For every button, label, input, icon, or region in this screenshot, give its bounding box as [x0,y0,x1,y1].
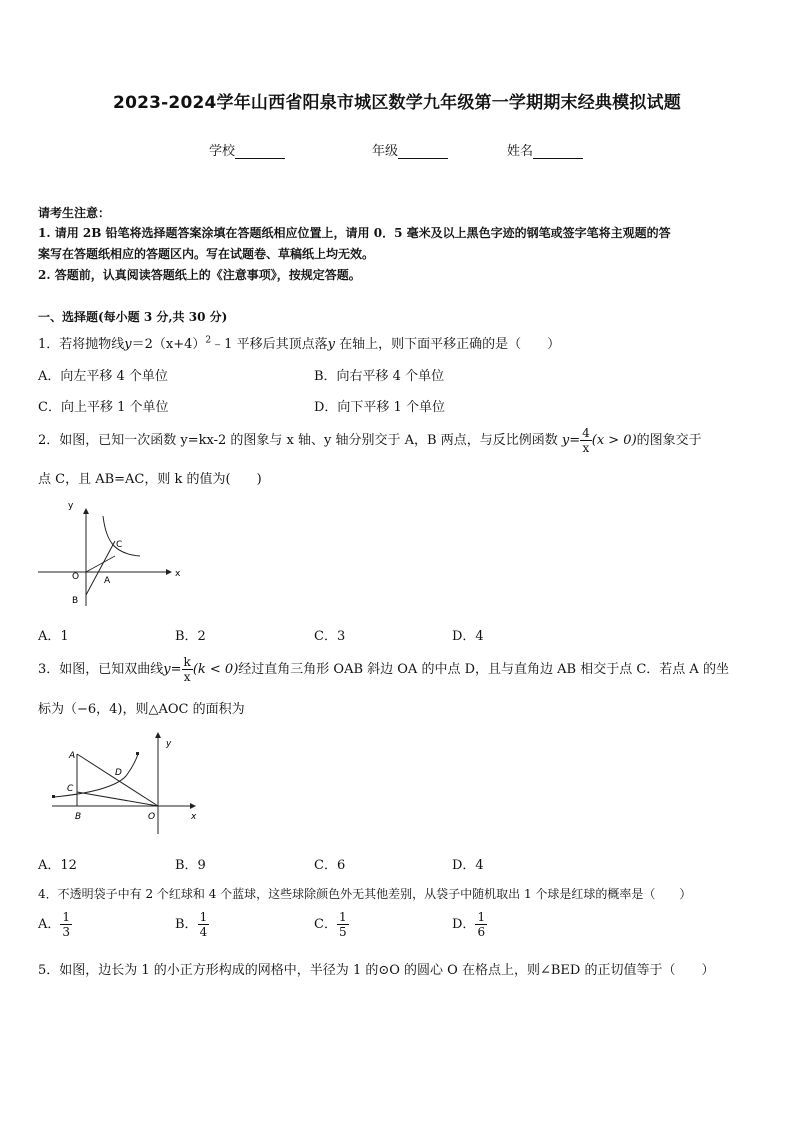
question-4-stem: 4．不透明袋子中有 2 个红球和 4 个蓝球，这些球除颜色外无其他差别，从袋子中随机取出 1 个球是红球的概率是（ ） [38,887,692,901]
q2-cond: (x > 0) [591,433,637,448]
q3-eq-y: y [163,662,171,677]
q2-line1-end: 的图象交于 [636,433,702,448]
q3-label-b: B [75,812,82,822]
q3-option-d[interactable]: D．4 [452,858,484,873]
grade-field[interactable] [372,140,448,159]
q3-prefix: 3．如图，已知双曲线 [38,662,164,677]
q3-cond: (k < 0) [192,662,239,677]
question-2-stem [38,426,702,455]
q2-figure [34,496,194,611]
section-heading: 一、选择题(每小题 3 分,共 30 分) [38,310,228,324]
question-3-stem [38,655,729,684]
q4-c-den: 5 [338,925,347,939]
q4-a-label: A． [38,917,61,932]
q3-figure [40,730,210,840]
notice-line-2: 2. 答题前，认真阅读答题纸上的《注意事项》，按规定答题。 [38,268,361,282]
q2-option-b[interactable]: B．2 [175,629,206,644]
q2-option-c[interactable]: C．3 [314,629,346,644]
q3-y-arrow [155,732,161,738]
q1-middle: 平移后其顶点落 [232,337,328,352]
q1-y: y [124,337,132,352]
q3-fraction [182,655,193,684]
q2-frac-num: 4 [582,426,590,440]
q2-line2: 点 C，且 AB=AC，则 k 的值为( ) [38,472,262,487]
q4-c-num: 1 [338,910,347,924]
name-label: 姓名 [507,144,534,159]
q1-prefix: 1．若将抛物线 [38,337,125,352]
question-5-stem: 5．如图，边长为 1 的小正方形构成的网格中，半径为 1 的⊙O 的圆心 O 在格点上，则∠BED 的正切值等于（ ） [38,963,715,978]
q2-frac-den: x [582,441,590,455]
q4-b-den: 4 [199,925,208,939]
q2-option-a[interactable]: A．1 [38,629,69,644]
school-field[interactable] [209,140,285,159]
q2-helper-line [86,556,115,572]
q1-option-b[interactable]: B．向右平移 4 个单位 [314,369,445,384]
q2-option-d[interactable]: D．4 [452,629,484,644]
q3-frac-num: k [183,655,191,669]
q1-formula: ＝2（x+4） [131,337,206,352]
q4-d-label: D． [452,917,476,932]
q2-label-x: x [175,569,181,579]
name-blank[interactable] [533,144,583,159]
q3-rest: 经过直角三角形 OAB 斜边 OA 的中点 D，且与直角边 AB 相交于点 C．若点 A 的坐 [238,662,729,677]
q1-suffix: 在轴上，则下面平移正确的是（ ） [334,337,561,352]
notice-line-1b: 案写在答题纸相应的答题区内。写在试题卷、草稿纸上均无效。 [38,247,375,261]
school-blank[interactable] [235,144,285,159]
q2-line [86,541,115,595]
q3-option-c[interactable]: C．6 [314,858,346,873]
q3-line2: 标为（−6，4)，则△AOC 的面积为 [38,702,245,717]
q4-c-fraction [337,910,349,939]
q1-formula-end: ﹣1 [211,337,233,352]
q3-label-y: y [166,739,172,749]
q2-line1: 2．如图，已知一次函数 y=kx-2 的图象与 x 轴、y 轴分别交于 A，B 两点，与反比例函数 [38,433,558,448]
q2-y-arrow [83,508,89,514]
q2-label-b: B [72,596,79,606]
q4-d-fraction [475,910,487,939]
q3-line-oc [77,792,158,806]
q4-option-a[interactable] [38,910,72,939]
q2-eq-y: y [561,433,570,448]
q4-option-b[interactable] [175,910,209,939]
q2-eq-sign: = [569,433,581,448]
q1-sup: 2 [205,335,212,346]
q1-option-a[interactable]: A．向左平移 4 个单位 [38,369,168,384]
q4-b-label: B． [175,917,198,932]
q3-eq-sign: = [170,662,182,677]
q3-label-x: x [191,812,197,822]
q2-label-a: A [104,576,111,586]
name-field[interactable] [507,140,583,159]
notice-line-1a: 1. 请用 2B 铅笔将选择题答案涂填在答题纸相应位置上，请用 0．5 毫米及以上黑色字迹的钢笔或签字笔将主观题的答 [38,226,671,240]
q1-y2: y [327,337,335,352]
notice-heading: 请考生注意： [38,206,111,220]
q4-a-num: 1 [62,910,71,924]
q2-x-arrow [166,569,172,575]
q4-d-den: 6 [477,925,486,939]
grade-blank[interactable] [398,144,448,159]
q4-option-d[interactable] [452,910,487,939]
q4-b-num: 1 [199,910,208,924]
q4-d-num: 1 [477,910,486,924]
question-1-stem [38,333,560,352]
school-label: 学校 [209,144,236,159]
q4-a-den: 3 [62,925,71,939]
q4-b-fraction [198,910,210,939]
grade-label: 年级 [372,144,399,159]
q2-label-y: y [68,501,74,511]
q3-curve-end-top [136,752,139,755]
q2-label-c: C [116,540,123,550]
q3-curve-end-left [52,795,55,798]
q4-option-c[interactable] [314,910,349,939]
q4-c-label: C． [314,917,337,932]
q1-option-d[interactable]: D．向下平移 1 个单位 [314,400,445,415]
q2-fraction [580,426,592,455]
q3-hypotenuse-oa [77,754,158,806]
q1-option-c[interactable]: C．向上平移 1 个单位 [38,400,169,415]
q3-label-o: O [148,812,156,822]
q3-frac-den: x [183,670,191,684]
q2-hyperbola [103,516,140,556]
q3-label-c: C [67,784,74,794]
page-title: 2023-2024学年山西省阳泉市城区数学九年级第一学期期末经典模拟试题 [113,93,681,113]
q3-x-arrow [190,803,196,809]
q3-label-a: A [69,751,76,761]
q3-label-d: D [115,768,122,778]
q3-option-b[interactable]: B．9 [175,858,206,873]
q3-option-a[interactable]: A．12 [38,858,77,873]
q4-a-fraction [60,910,72,939]
q2-label-o: O [72,572,80,582]
